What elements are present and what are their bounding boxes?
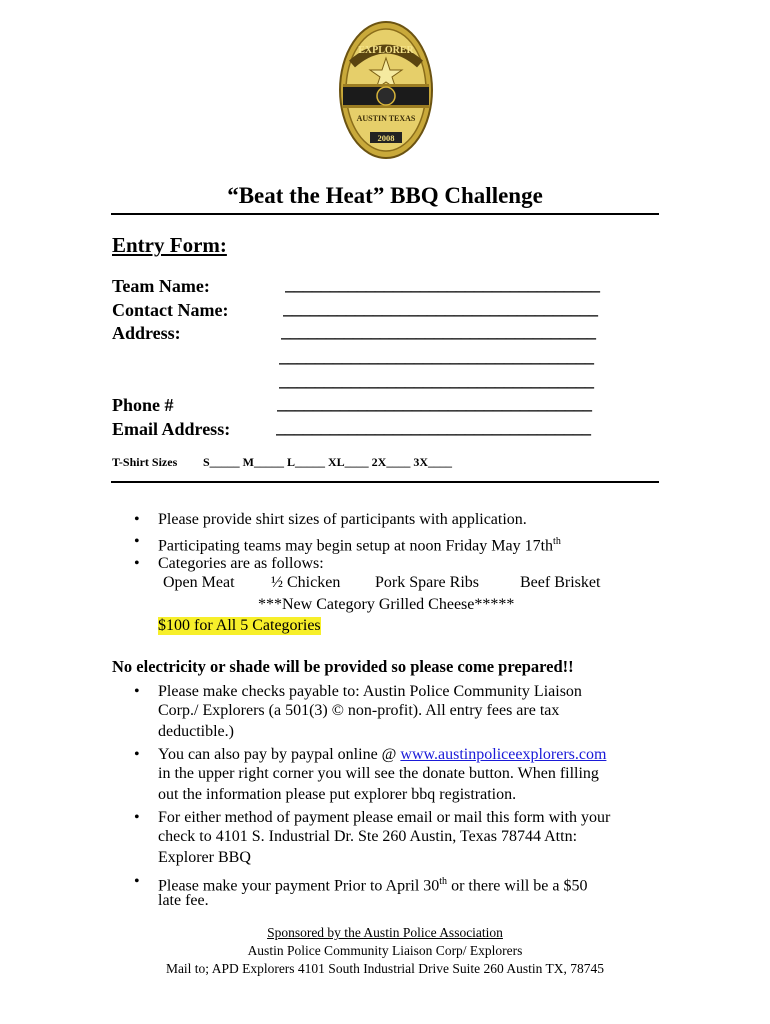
footer-sponsor: Sponsored by the Austin Police Association bbox=[267, 925, 503, 940]
category-pork-spare-ribs: Pork Spare Ribs bbox=[375, 574, 479, 591]
contact-name-label: Contact Name: bbox=[112, 300, 229, 320]
address-field-line-1[interactable]: ___________________________________ bbox=[281, 321, 596, 341]
mail-form-line-2: check to 4101 S. Industrial Dr. Ste 260 Austin, Texas 78744 Attn: bbox=[158, 828, 578, 845]
payment-deadline-line-2: late fee. bbox=[158, 892, 209, 909]
svg-text:EXPLORER: EXPLORER bbox=[358, 45, 414, 56]
tshirt-sizes-field[interactable]: S_____ M_____ L_____ XL____ 2X____ 3X____ bbox=[203, 455, 453, 469]
entry-form-heading: Entry Form: bbox=[112, 233, 227, 257]
category-half-chicken: ½ Chicken bbox=[271, 574, 341, 591]
address-field-line-3[interactable]: ___________________________________ bbox=[279, 370, 594, 390]
address-field-line-2[interactable]: ___________________________________ bbox=[279, 346, 594, 366]
category-open-meat: Open Meat bbox=[163, 574, 235, 591]
checks-payable-line-3: deductible.) bbox=[158, 723, 234, 740]
svg-text:2008: 2008 bbox=[377, 133, 395, 143]
team-name-label: Team Name: bbox=[112, 276, 210, 296]
title-rule bbox=[111, 213, 659, 215]
paypal-line-2: in the upper right corner you will see the donate button. When filling bbox=[158, 765, 599, 782]
email-field[interactable]: ___________________________________ bbox=[276, 417, 591, 437]
email-label: Email Address: bbox=[112, 419, 231, 439]
warning-notice: No electricity or shade will be provided so please come prepared!! bbox=[112, 657, 574, 676]
new-category-note: ***New Category Grilled Cheese***** bbox=[258, 596, 515, 613]
contact-name-field[interactable]: ___________________________________ bbox=[283, 298, 598, 318]
team-name-field[interactable]: ___________________________________ bbox=[285, 274, 600, 294]
address-label: Address: bbox=[112, 323, 181, 343]
tshirt-sizes-label: T-Shirt Sizes bbox=[112, 455, 178, 469]
footer-organization: Austin Police Community Liaison Corp/ Explorers bbox=[247, 943, 523, 958]
paypal-line-3: out the information please put explorer bbq registration. bbox=[158, 786, 517, 803]
svg-text:AUSTIN TEXAS: AUSTIN TEXAS bbox=[356, 114, 416, 123]
mail-form-line-3: Explorer BBQ bbox=[158, 849, 251, 866]
explorers-website-link[interactable]: www.austinpoliceexplorers.com bbox=[400, 746, 607, 763]
checks-payable-line-2: Corp./ Explorers (a 501(3) © non-profit). All entry fees are tax bbox=[158, 702, 560, 719]
phone-label: Phone # bbox=[112, 395, 174, 415]
category-beef-brisket: Beef Brisket bbox=[520, 574, 601, 591]
explorer-badge-logo bbox=[338, 20, 434, 160]
phone-field[interactable]: ___________________________________ bbox=[277, 393, 592, 413]
section-rule bbox=[111, 481, 659, 483]
footer-mail-address: Mail to; APD Explorers 4101 South Industrial Drive Suite 260 Austin TX, 78745 bbox=[165, 961, 605, 976]
all-categories-price: $100 for All 5 Categories bbox=[158, 617, 321, 634]
page-title: “Beat the Heat” BBQ Challenge bbox=[227, 183, 543, 208]
